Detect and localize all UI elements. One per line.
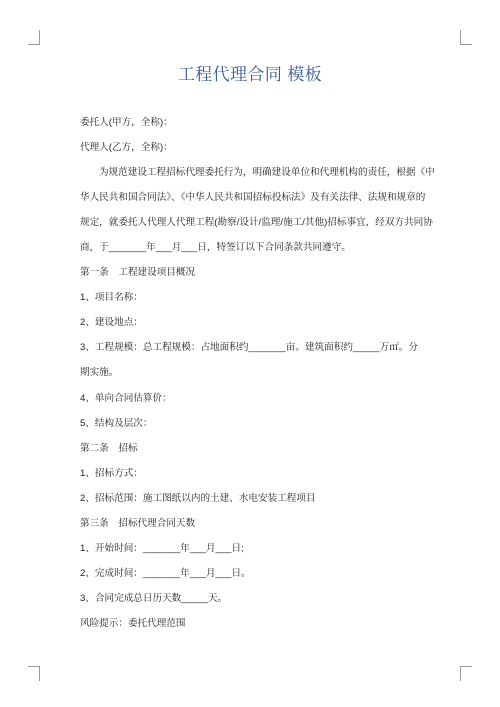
crop-mark-bottom-left	[28, 666, 40, 681]
preamble-line: 华人民共和国合同法》、《中华人民共和国招标投标法》及有关法律、法规和规章的	[80, 191, 426, 203]
preamble-line: 商，于_______年___月___日，特签订以下合同条款共同遵守。	[80, 241, 351, 253]
item-line: 1、招标方式：	[80, 467, 143, 479]
item-line: 2、建设地点：	[80, 317, 143, 329]
item-line: 2、完成时间：_______年___月___日。	[80, 568, 251, 580]
item-line: 1、项目名称：	[80, 292, 143, 304]
risk-note-line: 风险提示：委托代理范围	[80, 618, 186, 630]
item-line: 3、合同完成总日历天数_____天。	[80, 593, 228, 605]
preamble-line: 为规范建设工程招标代理委托行为，明确建设单位和代理机构的责任，根据《中	[99, 166, 435, 178]
item-line: 3、工程规模：总工程规模：占地面积约_______亩。建筑面积约_____万㎡。分	[80, 342, 418, 354]
article-heading-1: 第一条 工程建设项目概况	[80, 267, 196, 279]
article-heading-2: 第二条 招标	[80, 442, 138, 454]
preamble-line: 规定，就委托人代理人代理工程(勘察/设计/监理/施工/其他)招标事宜，经双方共同协	[80, 216, 433, 228]
agent-party-line: 代理人(乙方，全称)：	[80, 141, 173, 153]
crop-mark-top-left	[28, 30, 40, 45]
contract-body	[80, 110, 450, 637]
document-title: 工程代理合同 模板	[177, 65, 323, 84]
article-heading-3: 第三条 招标代理合同天数	[80, 518, 196, 529]
crop-mark-top-right	[460, 30, 472, 45]
item-line: 2、招标范围：施工图纸以内的土建、水电安装工程项目	[80, 492, 316, 504]
item-line: 4、单向合同估算价：	[80, 392, 172, 404]
client-party-line: 委托人(甲方，全称)：	[80, 116, 173, 128]
crop-mark-bottom-right	[460, 666, 472, 681]
item-line: 1、开始时间：_______年___月___日;	[80, 543, 244, 555]
item-line: 5、结构及层次：	[80, 417, 153, 429]
item-line: 期实施。	[80, 367, 119, 379]
